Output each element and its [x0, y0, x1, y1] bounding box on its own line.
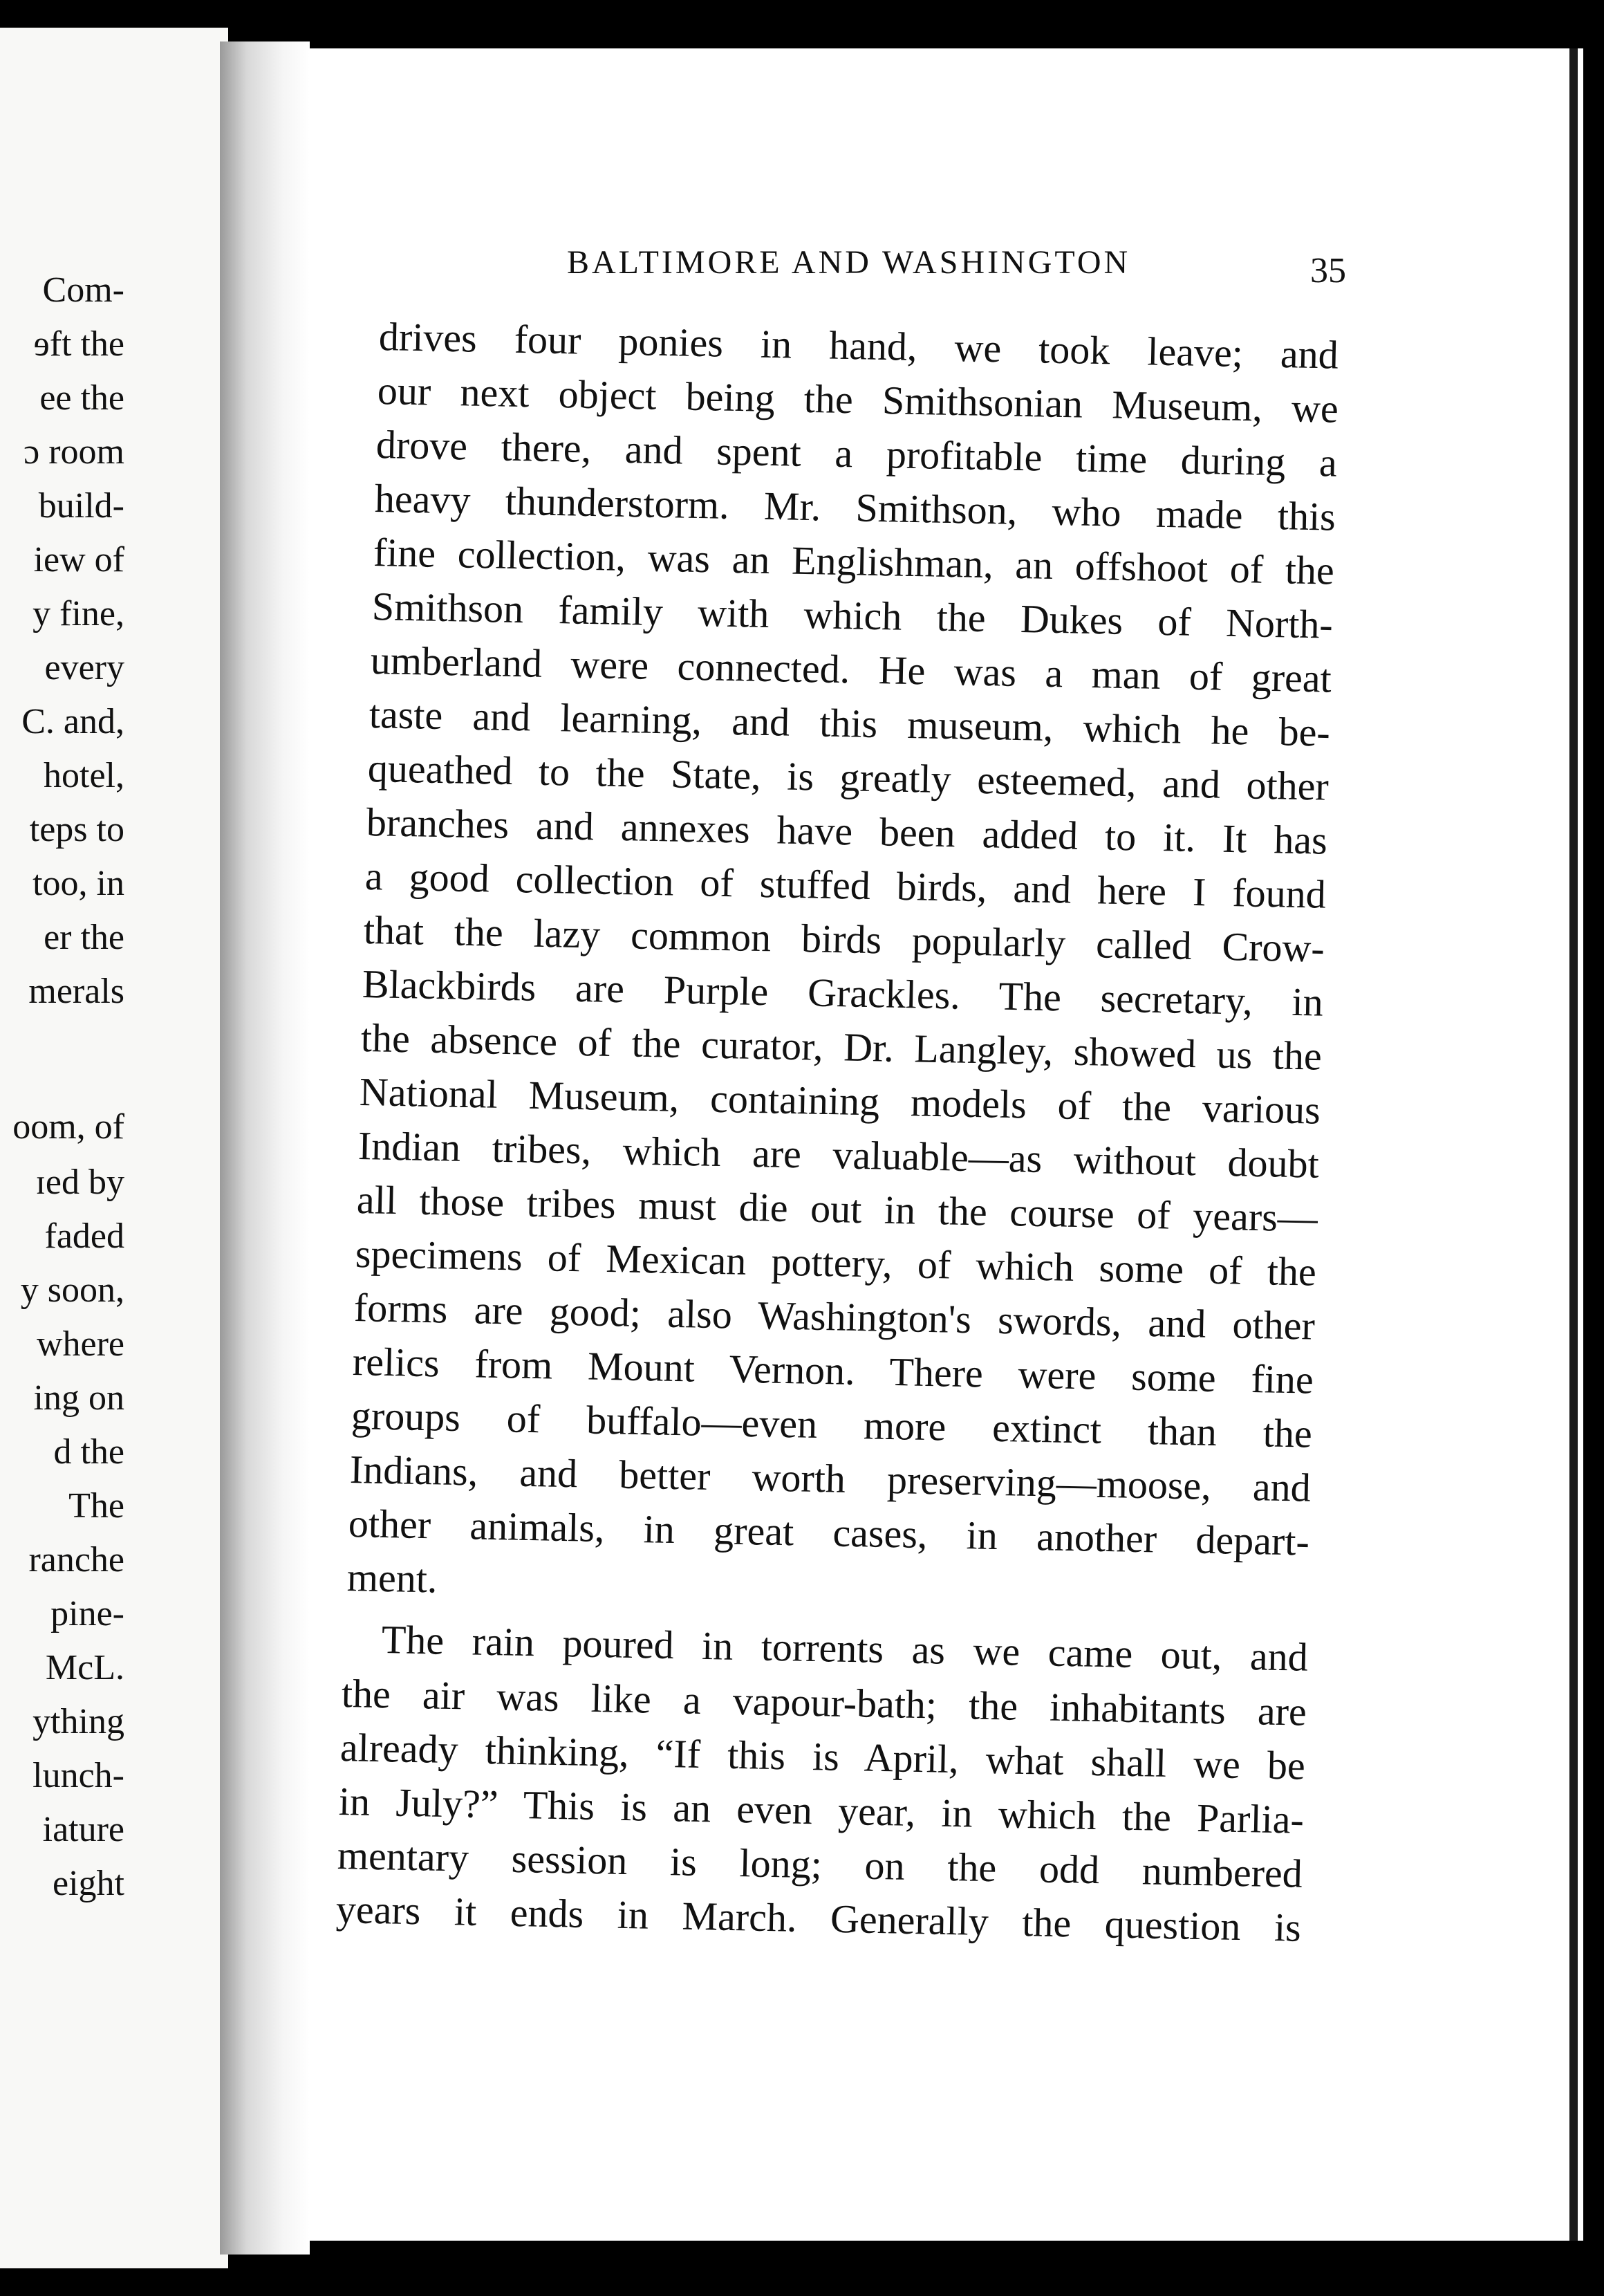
- left-line: every: [44, 648, 124, 687]
- left-line: teps to: [29, 810, 124, 849]
- text-line: all those tribes must die out in the course of years—: [356, 1177, 1318, 1241]
- text-line: Indian tribes, which are valuable—as without doubt: [357, 1123, 1320, 1187]
- left-line: build-: [38, 486, 124, 526]
- text-line: queathed to the State, is greatly esteemed, and other: [367, 746, 1330, 809]
- left-line: iature: [42, 1810, 124, 1849]
- left-line: ee the: [39, 378, 124, 418]
- left-line: ɪed by: [35, 1163, 124, 1202]
- text-line: fine collection, was an Englishman, an offshoot of the: [373, 530, 1335, 593]
- left-line: ything: [32, 1702, 124, 1741]
- text-line: our next object being the Smithsonian Museum, we: [377, 368, 1339, 432]
- text-line: drove there, and spent a profitable time during a: [375, 422, 1338, 485]
- left-line: faded: [44, 1216, 124, 1256]
- left-line: hotel,: [44, 756, 124, 795]
- text-line: a good collection of stuffed birds, and here I found: [364, 853, 1327, 917]
- left-line: eight: [53, 1864, 124, 1903]
- text-line: specimens of Mexican pottery, of which some of the: [355, 1231, 1317, 1295]
- text-line: groups of buffalo—even more extinct than the: [351, 1393, 1313, 1456]
- left-line: ing on: [33, 1378, 124, 1418]
- left-line: pine-: [50, 1594, 124, 1633]
- left-line: where: [36, 1324, 124, 1364]
- left-line: ranche: [28, 1540, 124, 1580]
- left-line: y fine,: [32, 594, 124, 633]
- text-line: umberland were connected. He was a man of great: [370, 638, 1332, 701]
- left-line: C. and,: [21, 702, 124, 741]
- left-line: er the: [44, 918, 124, 957]
- text-line: Smithson family with which the Dukes of North-: [371, 584, 1334, 647]
- text-line: years it ends in March. Generally the question is: [335, 1887, 1302, 1950]
- text-line: relics from Mount Vernon. There were some fine: [352, 1339, 1314, 1402]
- page-number: 35: [1310, 251, 1346, 290]
- left-line: too, in: [32, 864, 124, 903]
- running-head: BALTIMORE AND WASHINGTON: [567, 244, 1131, 281]
- text-line: Blackbirds are Purple Grackles. The secretary, in: [362, 961, 1324, 1025]
- text-line: Indians, and better worth preserving—moose, and: [349, 1447, 1312, 1510]
- text-line: the absence of the curator, Dr. Langley, showed us the: [360, 1015, 1323, 1079]
- text-line: The rain poured in torrents as we came out, and: [381, 1617, 1309, 1680]
- text-line: taste and learning, and this museum, which he be-: [369, 692, 1331, 755]
- text-line: forms are good; also Washington's swords, and other: [353, 1285, 1316, 1349]
- text-line: mentary session is long; on the odd numbered: [337, 1833, 1303, 1896]
- left-line: d the: [53, 1432, 124, 1472]
- left-line: ɔ room: [24, 432, 124, 472]
- left-line: merals: [28, 972, 124, 1011]
- text-line: the air was like a vapour-bath; the inhabitants are: [341, 1671, 1307, 1734]
- text-line: heavy thunderstorm. Mr. Smithson, who made this: [374, 476, 1336, 539]
- text-line: National Museum, containing models of the various: [359, 1069, 1321, 1133]
- text-line: drives four ponies in hand, we took leave; and: [378, 314, 1339, 378]
- left-line: McL.: [45, 1648, 124, 1687]
- text-line: in July?” This is an even year, in which the Parlia-: [338, 1779, 1305, 1842]
- text-line: already thinking, “If this is April, what shall we be: [339, 1725, 1306, 1788]
- left-line: oom, of: [12, 1107, 124, 1147]
- left-line: lunch-: [32, 1756, 124, 1795]
- left-line: Com-: [42, 270, 124, 310]
- text-line: ment.: [346, 1555, 438, 1602]
- text-line: other animals, in great cases, in another depart-: [348, 1501, 1310, 1564]
- left-line: y soon,: [20, 1270, 124, 1310]
- left-line: ɘft the: [33, 324, 124, 364]
- text-line: branches and annexes have been added to it. It has: [366, 799, 1328, 863]
- left-line: iew of: [33, 540, 124, 580]
- left-line: The: [68, 1486, 124, 1526]
- text-line: that the lazy common birds popularly called Crow-: [363, 907, 1325, 971]
